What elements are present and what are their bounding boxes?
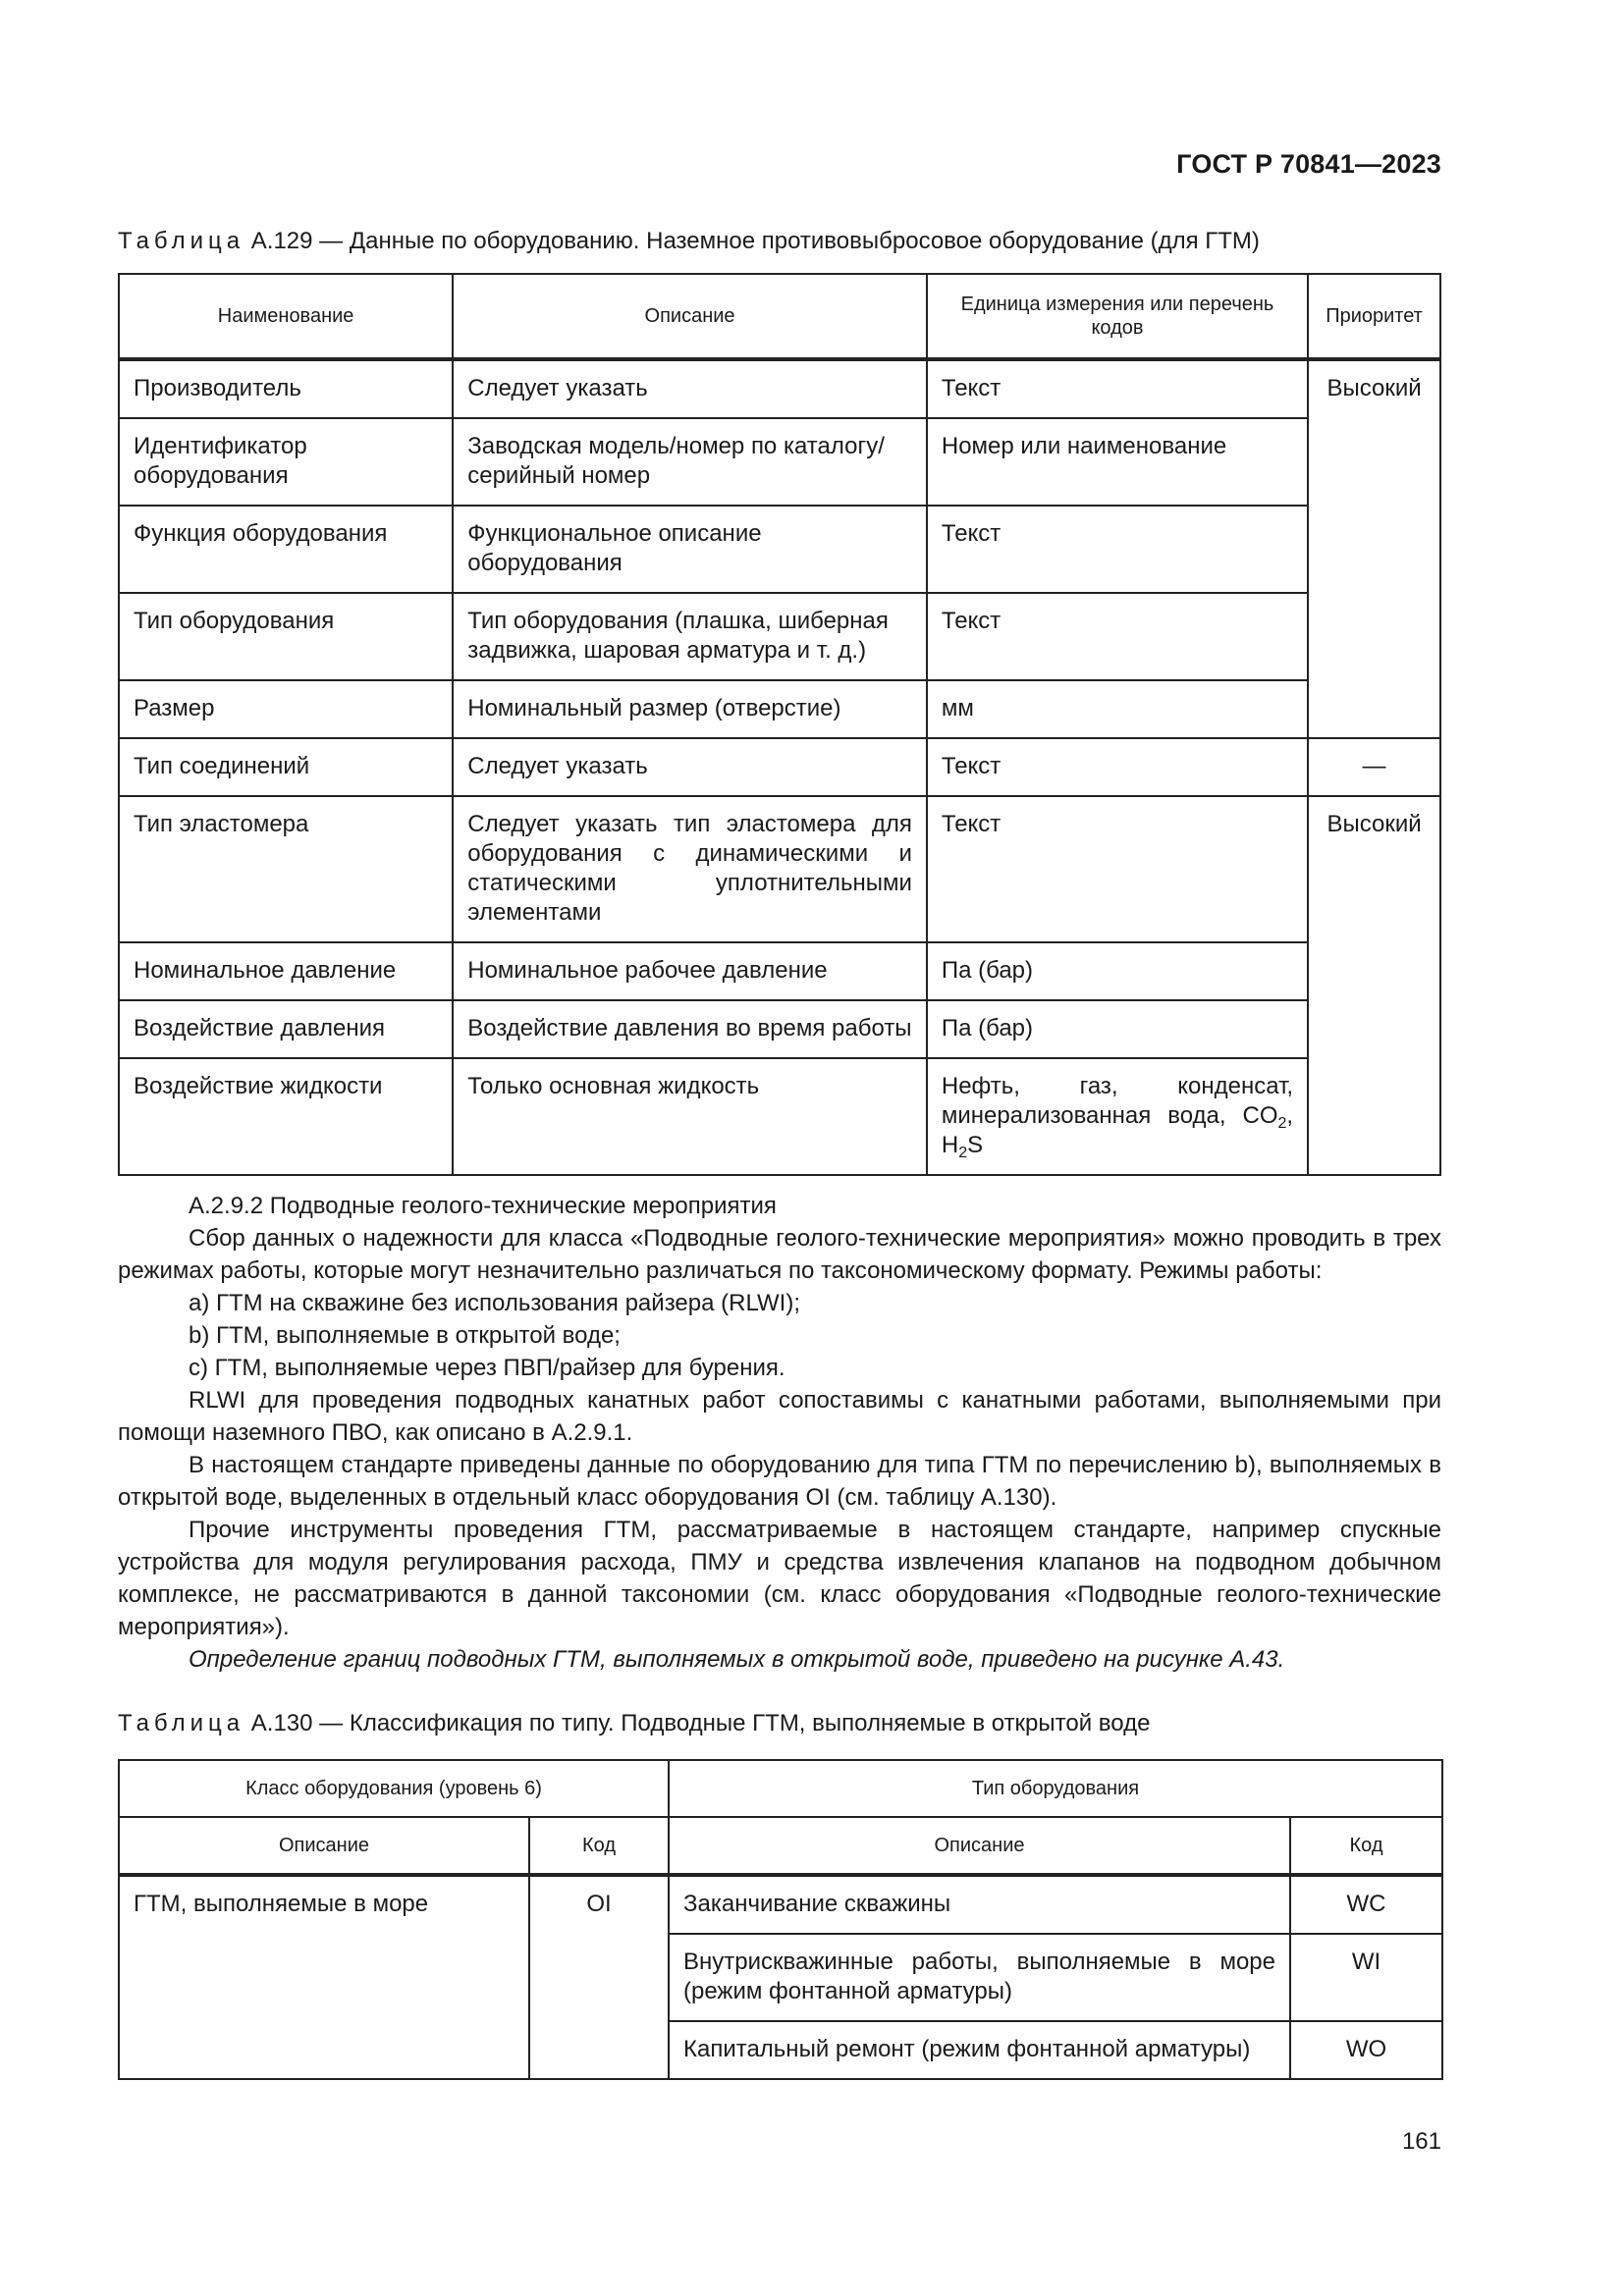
cell-description: Номинальное рабочее давление	[453, 942, 927, 1000]
table-row	[119, 359, 1440, 418]
table-row	[119, 680, 1440, 738]
cell-unit: Текст	[927, 593, 1308, 680]
cell-type-code: WC	[1290, 1875, 1442, 1934]
column-header-description: Описание	[453, 274, 927, 359]
cell-name: Воздействие давления	[119, 1000, 453, 1058]
table-header-row	[119, 1817, 1442, 1875]
paragraph: Сбор данных о надежности для класса «Подводные геолого-технические мероприятия» можно проводить в трех режимах работы, которые могут незначительно различаться по таксономическому формату. Режимы работы:	[118, 1225, 1441, 1284]
cell-class-description: ГТМ, выполняемые в море	[119, 1875, 529, 2079]
cell-unit: Па (бар)	[927, 942, 1308, 1000]
section-heading: А.2.9.2 Подводные геолого-технические мероприятия	[189, 1193, 777, 1219]
column-header-name: Наименование	[119, 274, 453, 359]
paragraph: В настоящем стандарте приведены данные по оборудованию для типа ГТМ по перечислению b), выполняемых в открытой воде, выделенных в отдельный класс оборудования OI (см. таблицу А.130).	[118, 1452, 1441, 1511]
cell-class-code: OI	[529, 1875, 669, 2079]
cell-priority: —	[1308, 738, 1440, 796]
cell-name: Тип соединений	[119, 738, 453, 796]
subscript: 2	[1277, 1115, 1287, 1132]
table-row	[119, 418, 1440, 506]
cell-type-description: Внутрискважинные работы, выполняемые в море (режим фонтанной арматуры)	[669, 1934, 1290, 2021]
cell-unit	[927, 1058, 1308, 1175]
cell-unit: мм	[927, 680, 1308, 738]
cell-name: Номинальное давление	[119, 942, 453, 1000]
subscript: 2	[958, 1145, 968, 1161]
cell-unit: Па (бар)	[927, 1000, 1308, 1058]
cell-unit: Текст	[927, 796, 1308, 942]
table-caption-label: Таблица	[118, 1710, 245, 1736]
cell-type-description: Заканчивание скважины	[669, 1875, 1290, 1934]
table-row	[119, 1058, 1440, 1175]
table-caption-text: А.129 — Данные по оборудованию. Наземное противовыбросовое оборудование (для ГТМ)	[250, 228, 1260, 254]
list-item: a) ГТМ на скважине без использования райзера (RLWI);	[189, 1290, 801, 1316]
cell-description: Следует указать	[453, 738, 927, 796]
page-number: 161	[1401, 2128, 1441, 2155]
cell-name: Идентификатор оборудования	[119, 418, 453, 506]
document-code: ГОСТ Р 70841—2023	[1176, 149, 1441, 179]
cell-description: Только основная жидкость	[453, 1058, 927, 1175]
table-row	[119, 506, 1440, 593]
cell-description: Номинальный размер (отверстие)	[453, 680, 927, 738]
paragraph: RLWI для проведения подводных канатных работ сопоставимы с канатными работами, выполняемыми при помощи наземного ПВО, как описано в А.2.9.1.	[118, 1387, 1441, 1446]
figure-reference: Определение границ подводных ГТМ, выполняемых в открытой воде, приведено на рисунке А.43.	[189, 1646, 1285, 1673]
cell-description: Функциональное описание оборудования	[453, 506, 927, 593]
table-row	[119, 942, 1440, 1000]
unit-text: , H	[941, 1102, 1294, 1158]
column-header-priority: Приоритет	[1308, 274, 1440, 359]
cell-priority: Высокий	[1308, 359, 1440, 738]
cell-type-code: WO	[1290, 2021, 1442, 2079]
cell-name: Тип оборудования	[119, 593, 453, 680]
equipment-data-table	[118, 273, 1441, 1176]
table-row	[119, 1875, 1442, 1934]
cell-type-description: Капитальный ремонт (режим фонтанной арматуры)	[669, 2021, 1290, 2079]
table-caption-label: Таблица	[118, 228, 245, 254]
table-129-caption	[118, 228, 1260, 255]
cell-description: Заводская модель/номер по каталогу/серийный номер	[453, 418, 927, 506]
classification-table	[118, 1759, 1443, 2080]
group-header-equipment-type: Тип оборудования	[669, 1760, 1442, 1817]
table-row	[119, 738, 1440, 796]
cell-unit: Текст	[927, 738, 1308, 796]
cell-description: Воздействие давления во время работы	[453, 1000, 927, 1058]
cell-name: Тип эластомера	[119, 796, 453, 942]
body-text	[118, 1190, 1441, 1676]
cell-name: Функция оборудования	[119, 506, 453, 593]
table-row	[119, 593, 1440, 680]
column-header-code: Код	[1290, 1817, 1442, 1875]
column-header-description: Описание	[119, 1817, 529, 1875]
list-item: b) ГТМ, выполняемые в открытой воде;	[189, 1322, 621, 1349]
cell-unit: Текст	[927, 506, 1308, 593]
cell-name: Производитель	[119, 359, 453, 418]
table-130-caption	[118, 1710, 1150, 1737]
table-header-row	[119, 274, 1440, 359]
group-header-equipment-class: Класс оборудования (уровень 6)	[119, 1760, 669, 1817]
cell-name: Размер	[119, 680, 453, 738]
unit-text: S	[967, 1132, 984, 1158]
column-header-description: Описание	[669, 1817, 1290, 1875]
cell-description: Следует указать тип эластомера для оборудования с динамическими и статическими уплотнительными элементами	[453, 796, 927, 942]
cell-unit: Текст	[927, 359, 1308, 418]
cell-description: Тип оборудования (плашка, шиберная задвижка, шаровая арматура и т. д.)	[453, 593, 927, 680]
table-group-header-row	[119, 1760, 1442, 1817]
column-header-code: Код	[529, 1817, 669, 1875]
table-caption-text: А.130 — Классификация по типу. Подводные ГТМ, выполняемые в открытой воде	[250, 1710, 1151, 1736]
paragraph: Прочие инструменты проведения ГТМ, рассматриваемые в настоящем стандарте, например спускные устройства для модуля регулирования расхода, ПМУ и средства извлечения клапанов на подводном добычном комплексе, не рассматриваются в данной таксономии (см. класс оборудования «Подводные геолого-технические мероприятия»).	[118, 1517, 1441, 1640]
cell-unit: Номер или наименование	[927, 418, 1308, 506]
cell-priority: Высокий	[1308, 796, 1440, 1175]
cell-type-code: WI	[1290, 1934, 1442, 2021]
column-header-unit: Единица измерения или перечень кодов	[927, 274, 1308, 359]
cell-name: Воздействие жидкости	[119, 1058, 453, 1175]
list-item: c) ГТМ, выполняемые через ПВП/райзер для бурения.	[189, 1355, 785, 1381]
cell-description: Следует указать	[453, 359, 927, 418]
unit-text: Нефть, газ, конденсат, минерализованная вода, CO	[941, 1073, 1294, 1129]
table-row	[119, 796, 1440, 942]
table-row	[119, 1000, 1440, 1058]
